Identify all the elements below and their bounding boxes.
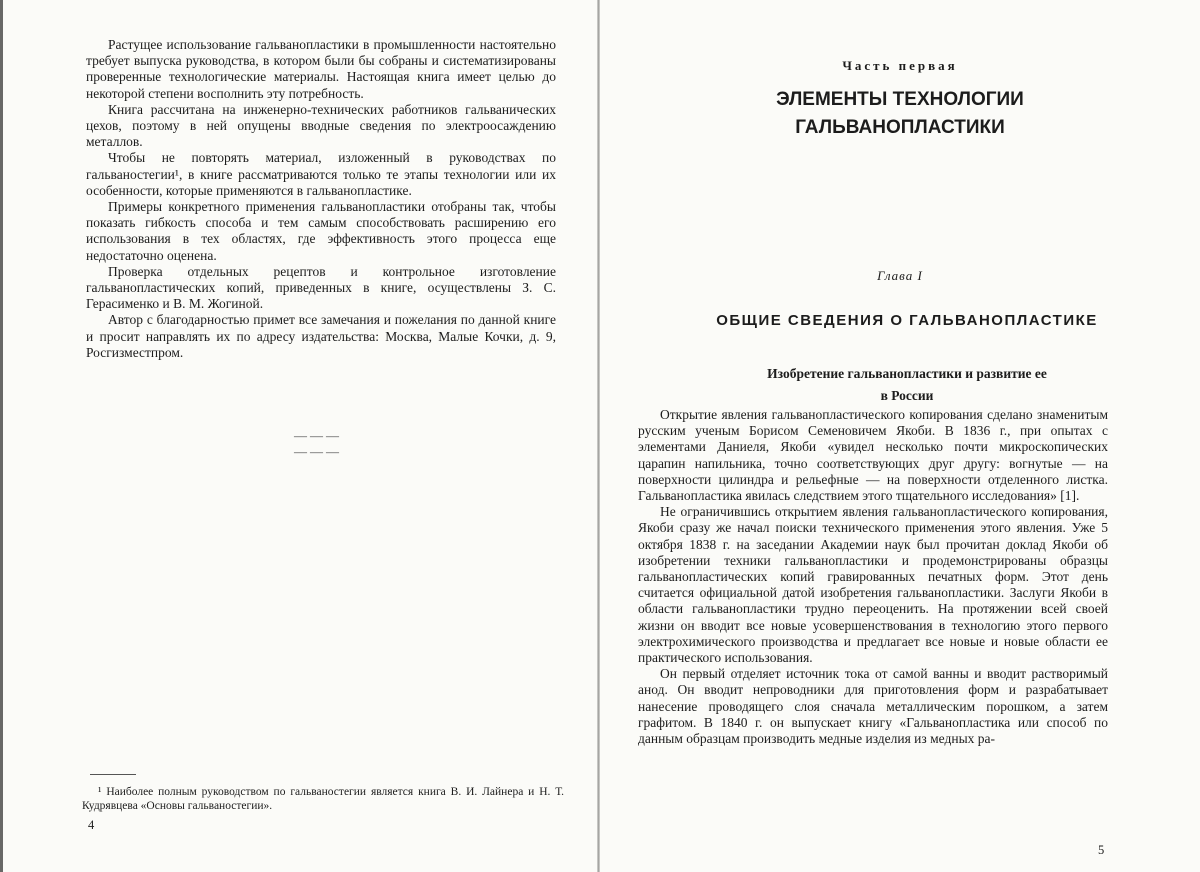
paragraph: Автор с благодарностью примет все замечания и пожелания по данной книге и просит направлять их по адресу издательства: Москва, Малые Кочки, д. 9, Росгизместпром. bbox=[86, 312, 556, 360]
paragraph: Чтобы не повторять материал, изложенный в руководствах по гальваностегии¹, в книге рассматриваются только те этапы технологии или их особенности, которые применяются в гальванопластике. bbox=[86, 150, 556, 198]
left-page bbox=[20, 0, 580, 872]
part-title-line: ЭЛЕМЕНТЫ ТЕХНОЛОГИИ bbox=[776, 89, 1024, 110]
paragraph: Книга рассчитана на инженерно-технических работников гальванических цехов, поэтому в ней опущены вводные сведения по электроосаждению металлов. bbox=[86, 101, 556, 150]
paragraph: Он первый отделяет источник тока от самой ванны и вводит растворимый анод. Он вводит непроводники для приготовления форм и разрабатывает нанесение проводящего слоя сначала металлическим порошком, а затем графитом. В 1840 г. он выпускает книгу «Гальванопластика или способ по данным образцам производить медные изделия из медных ра- bbox=[638, 666, 1108, 747]
paragraph: Примеры конкретного применения гальванопластики отобраны так, чтобы показать гибкость способа и тем самым способствовать расширению его использования в тех областях, где эффективность этого процесса еще недостаточно оценена. bbox=[86, 199, 556, 263]
part-title bbox=[620, 86, 1180, 142]
section-title-line: в России bbox=[880, 388, 934, 403]
footnote: ¹ Наиболее полным руководством по гальваностегии является книга В. И. Лайнера и Н. Т. Кудрявцева «Основы гальваностегии». bbox=[82, 786, 564, 812]
footnote-divider bbox=[90, 774, 136, 775]
right-page-body bbox=[638, 407, 1108, 747]
page-edge-shadow bbox=[0, 0, 3, 872]
section-title-line: Изобретение гальванопластики и развитие ее bbox=[767, 366, 1047, 381]
part-label: Часть первая bbox=[842, 58, 958, 73]
chapter-title: ОБЩИЕ СВЕДЕНИЯ О ГАЛЬВАНОПЛАСТИКЕ bbox=[716, 312, 1098, 329]
paragraph: Открытие явления гальванопластического копирования сделано знаменитым русским ученым Борисом Семеновичем Якоби. В 1836 г., при опытах с элементами Даниеля, Якоби «увидел несколько почти микроскопических царапин напильника, точно соответствующих друг другу: вогнутые — на поверхности цилиндра и рельефные — на поверхности отделенного листка. Гальванопластика явилась следствием этого тщательного исследования» [1]. bbox=[638, 407, 1108, 504]
paragraph: Растущее использование гальванопластики в промышленности настоятельно требует выпуска руководства, в котором были бы собраны и систематизированы проверенные технологические материалы. Настоящая книга имеет целью до некоторой степени восполнить эту потребность. bbox=[86, 37, 556, 101]
left-page-body bbox=[86, 37, 556, 361]
book-gutter bbox=[597, 0, 600, 872]
page-number: 4 bbox=[88, 818, 95, 832]
section-title bbox=[632, 363, 1182, 407]
page-number: 5 bbox=[1098, 843, 1105, 857]
part-title-line: ГАЛЬВАНОПЛАСТИКИ bbox=[795, 117, 1005, 138]
paragraph: Проверка отдельных рецептов и контрольное изготовление гальванопластических копий, приведенных в книге, осуществлены З. С. Герасименко и В. М. Жогиной. bbox=[86, 263, 556, 312]
paragraph: Не ограничившись открытием явления гальванопластического копирования, Якоби сразу же начал поиски технического применения этого явления. Уже 5 октября 1838 г. на заседании Академии наук был прочитан доклад Якоби об изобретении техники гальванопластики и продемонстрированы образцы гальванопластических копий гравированных печатных форм. Этот день считается официальной датой изобретения гальванопластики. Заслуги Якоби в области гальванопластики трудно переоценить. На протяжении всей своей жизни он вводит все новые усовершенствования в технологию этого первого электрохимического производства и предлагает все новые и новые области ее практического использования. bbox=[638, 504, 1108, 666]
right-page bbox=[620, 0, 1180, 872]
section-ornament: ——— ——— bbox=[294, 428, 342, 459]
chapter-label: Глава I bbox=[877, 268, 923, 283]
